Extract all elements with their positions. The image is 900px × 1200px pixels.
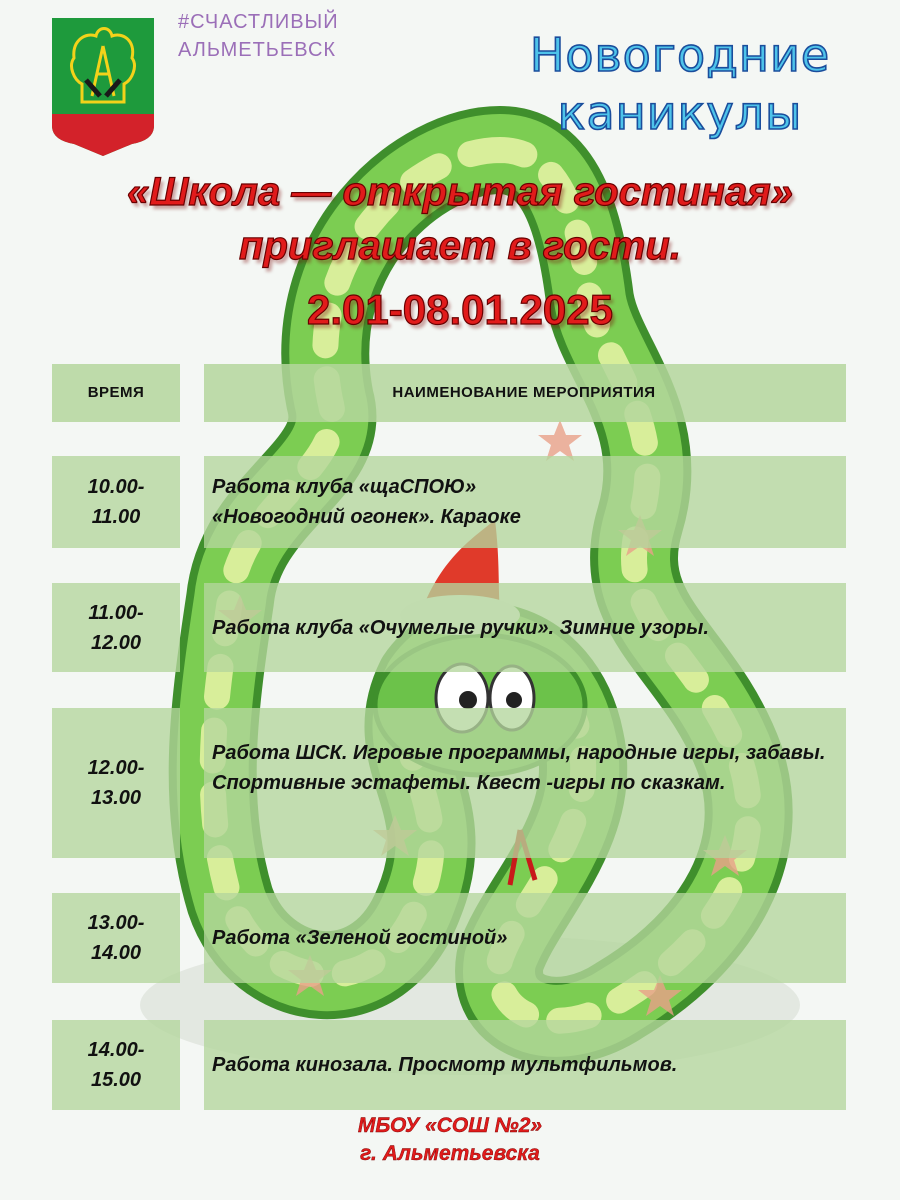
holiday-title-line2: каникулы bbox=[557, 86, 803, 140]
school-signature bbox=[250, 1112, 650, 1168]
hashtag-label: #СЧАСТЛИВЫЙ АЛЬМЕТЬЕВСК bbox=[178, 11, 339, 61]
headline-line2: приглашает в гости. bbox=[239, 224, 681, 268]
holiday-title-line1: Новогодние bbox=[529, 28, 831, 82]
row-time: 12.00- 13.00 bbox=[52, 708, 180, 858]
row-event: Работа «Зеленой гостиной» bbox=[204, 893, 846, 983]
row-time: 13.00- 14.00 bbox=[52, 893, 180, 983]
headline-dates: 2.01-08.01.2025 bbox=[307, 286, 613, 333]
headline-line1: «Школа — открытая гостиная» bbox=[126, 170, 794, 214]
school-name: МБОУ «СОШ №2» bbox=[357, 1114, 543, 1137]
row-time: 10.00- 11.00 bbox=[52, 456, 180, 548]
school-city: г. Альметьевска bbox=[360, 1142, 540, 1165]
row-event: Работа клуба «Очумелые ручки». Зимние узоры. bbox=[204, 583, 846, 672]
column-header-time: ВРЕМЯ bbox=[52, 364, 180, 422]
holiday-title bbox=[500, 26, 860, 142]
row-time: 11.00- 12.00 bbox=[52, 583, 180, 672]
row-event: Работа кинозала. Просмотр мультфильмов. bbox=[204, 1020, 846, 1110]
city-emblem bbox=[52, 18, 154, 156]
row-event: Работа клуба «щаСПОЮ» «Новогодний огонек». Караоке bbox=[204, 456, 846, 548]
row-event: Работа ШСК. Игровые программы, народные игры, забавы. Спортивные эстафеты. Квест -игры по сказкам. bbox=[204, 708, 846, 858]
row-time: 14.00- 15.00 bbox=[52, 1020, 180, 1110]
column-header-event: НАИМЕНОВАНИЕ МЕРОПРИЯТИЯ bbox=[204, 364, 846, 422]
